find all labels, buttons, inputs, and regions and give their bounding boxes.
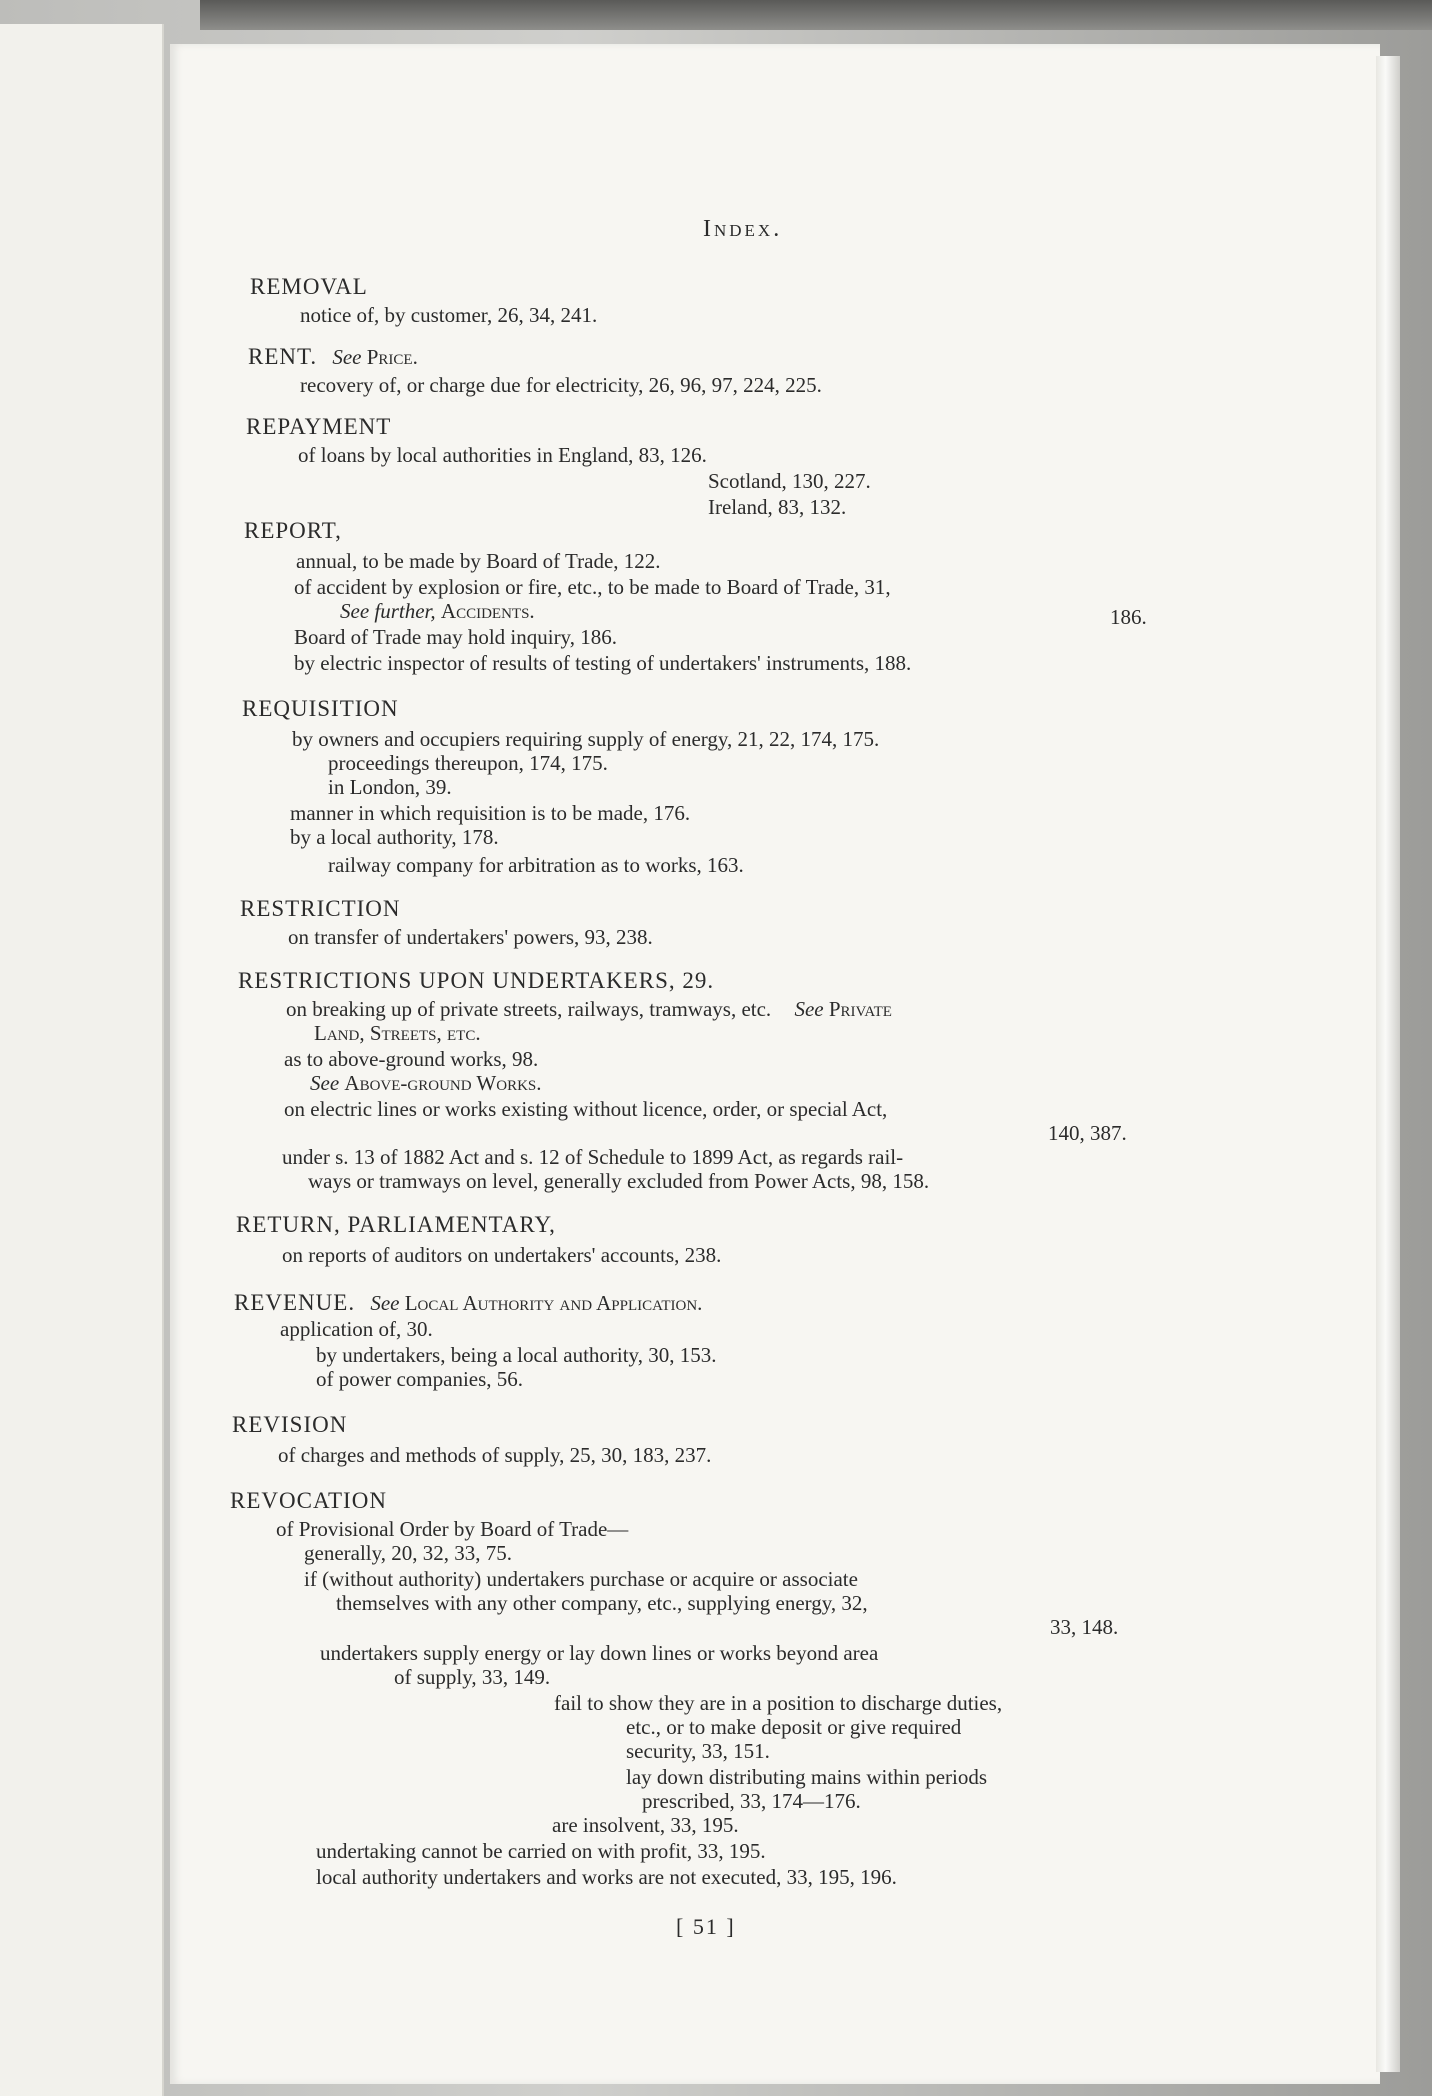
see-reference: Above-ground Works. bbox=[344, 1071, 542, 1095]
entry-line: are insolvent, 33, 195. bbox=[552, 1813, 739, 1837]
entry-line: ways or tramways on level, generally excluded from Power Acts, 98, 158. bbox=[308, 1169, 930, 1193]
entry-line: of power companies, 56. bbox=[316, 1367, 524, 1391]
entry-line: undertaking cannot be carried on with profit, 33, 195. bbox=[316, 1839, 766, 1863]
entry-line: on electric lines or works existing without licence, order, or special Act, bbox=[284, 1097, 888, 1121]
page-edge bbox=[1376, 56, 1400, 2072]
entry-line: etc., or to make deposit or give required bbox=[626, 1715, 962, 1739]
entry-line: manner in which requisition is to be made, 176. bbox=[290, 801, 691, 825]
entry-heading-restriction: RESTRICTION bbox=[240, 896, 401, 921]
entry-line: Ireland, 83, 132. bbox=[708, 495, 847, 519]
entry-line: by a local authority, 178. bbox=[290, 825, 499, 849]
entry-line: railway company for arbitration as to works, 163. bbox=[328, 853, 744, 877]
entry-line: of supply, 33, 149. bbox=[394, 1665, 551, 1689]
entry-line: of accident by explosion or fire, etc., to be made to Board of Trade, 31, bbox=[294, 575, 891, 599]
entry-line: by owners and occupiers requiring supply of energy, 21, 22, 174, 175. bbox=[292, 727, 880, 751]
entry-heading-restrictions-upon-undertakers: RESTRICTIONS UPON UNDERTAKERS, 29. bbox=[238, 968, 715, 993]
entry-line: generally, 20, 32, 33, 75. bbox=[304, 1541, 513, 1565]
entry-heading-requisition: REQUISITION bbox=[242, 696, 399, 721]
entry-line: 140, 387. bbox=[1048, 1121, 1127, 1145]
entry-line: if (without authority) undertakers purchase or acquire or associate bbox=[304, 1567, 858, 1591]
entry-line: Scotland, 130, 227. bbox=[708, 469, 871, 493]
entry-heading-revision: REVISION bbox=[232, 1412, 348, 1437]
entry-heading-revenue bbox=[234, 1290, 702, 1316]
entry-line: application of, 30. bbox=[280, 1317, 433, 1341]
see-reference: Accidents. bbox=[440, 599, 535, 623]
entry-line: as to above-ground works, 98. bbox=[284, 1047, 539, 1071]
entry-line: prescribed, 33, 174—176. bbox=[642, 1789, 861, 1813]
see-word: See further, bbox=[340, 599, 436, 623]
entry-line: of loans by local authorities in England, 83, 126. bbox=[298, 443, 707, 467]
entry-line: 33, 148. bbox=[1050, 1615, 1119, 1639]
entry-heading-return-parliamentary: RETURN, PARLIAMENTARY, bbox=[236, 1212, 556, 1237]
entry-heading-rent bbox=[248, 344, 418, 370]
entry-line: lay down distributing mains within periods bbox=[626, 1765, 988, 1789]
entry-line: undertakers supply energy or lay down lines or works beyond area bbox=[320, 1641, 879, 1665]
entry-line: recovery of, or charge due for electricity, 26, 96, 97, 224, 225. bbox=[300, 373, 822, 397]
entry-line: 186. bbox=[1110, 605, 1147, 629]
see-reference: Local Authority and Application. bbox=[404, 1291, 703, 1315]
entry-line: on reports of auditors on undertakers' accounts, 238. bbox=[282, 1243, 722, 1267]
entry-line: themselves with any other company, etc., supplying energy, 32, bbox=[336, 1591, 868, 1615]
entry-heading-report: REPORT, bbox=[244, 518, 342, 543]
entry-heading-removal: REMOVAL bbox=[250, 274, 368, 299]
entry-line: local authority undertakers and works are not executed, 33, 195, 196. bbox=[316, 1865, 897, 1889]
entry-line: by undertakers, being a local authority, 30, 153. bbox=[316, 1343, 717, 1367]
entry-line bbox=[310, 1070, 542, 1096]
index-page bbox=[170, 44, 1380, 2084]
entry-line bbox=[340, 598, 535, 624]
see-reference: Private bbox=[828, 997, 892, 1021]
entry-line: Board of Trade may hold inquiry, 186. bbox=[294, 625, 617, 649]
entry-heading-repayment: REPAYMENT bbox=[246, 414, 392, 439]
see-word: See bbox=[370, 1291, 400, 1315]
entry-line: notice of, by customer, 26, 34, 241. bbox=[300, 303, 598, 327]
entry-line: on transfer of undertakers' powers, 93, 238. bbox=[288, 925, 653, 949]
entry-heading-revocation: REVOCATION bbox=[230, 1488, 387, 1513]
entry-line: of charges and methods of supply, 25, 30, 183, 237. bbox=[278, 1443, 712, 1467]
entry-line: in London, 39. bbox=[328, 775, 452, 799]
entry-text: on breaking up of private streets, railways, tramways, etc. bbox=[286, 997, 772, 1021]
entry-line: security, 33, 151. bbox=[626, 1739, 770, 1763]
index-text bbox=[170, 44, 1380, 2084]
page-number: [ 51 ] bbox=[676, 1914, 736, 1939]
entry-line: Land, Streets, etc. bbox=[314, 1021, 481, 1045]
facing-page bbox=[0, 24, 164, 2096]
page-title: Index. bbox=[703, 216, 783, 242]
entry-line: of Provisional Order by Board of Trade— bbox=[276, 1517, 629, 1541]
entry-line: fail to show they are in a position to discharge duties, bbox=[554, 1691, 1003, 1715]
book-cover-edge bbox=[200, 0, 1432, 30]
entry-line: by electric inspector of results of testing of undertakers' instruments, 188. bbox=[294, 651, 912, 675]
entry-line: annual, to be made by Board of Trade, 122. bbox=[296, 549, 661, 573]
see-word: See bbox=[310, 1071, 340, 1095]
entry-line bbox=[286, 996, 892, 1022]
heading-text: RENT. bbox=[248, 344, 318, 369]
see-word: See bbox=[332, 345, 362, 369]
entry-line: under s. 13 of 1882 Act and s. 12 of Schedule to 1899 Act, as regards rail- bbox=[282, 1145, 904, 1169]
see-reference: Price. bbox=[366, 345, 418, 369]
see-word: See bbox=[794, 997, 824, 1021]
heading-text: REVENUE. bbox=[234, 1290, 356, 1315]
entry-line: proceedings thereupon, 174, 175. bbox=[328, 751, 608, 775]
